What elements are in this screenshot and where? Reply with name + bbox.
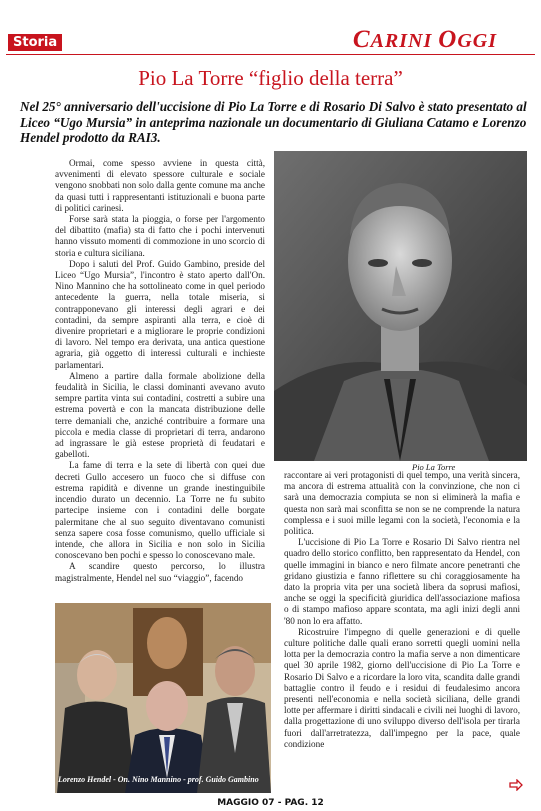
group-caption: Lorenzo Hendel - On. Nino Mannino - prof. Guido Gambino bbox=[58, 775, 259, 784]
arrow-right-icon bbox=[509, 779, 523, 791]
left-column bbox=[55, 158, 265, 602]
paragraph: Ricostruire l'impegno di quelle generazioni e di quelle culture politiche dalle quali erano sorretti quegli uomini nella lotta per la democrazia contro la mafia serve a non dimenticare quel 30 aprile 1982, giorno dell'uccisione di Pio La Torre e Rosario Di Salvo e a ricordare la loro vita, scandita dalle grandi battaglie contro il feudo e i residui di feudalesimo ancora presenti nell'economia e nella società siciliana, delle grandi lotte per affermare i diritti sindacali e civili nei luoghi di lavoro, dalla progettazione di uno sviluppo diverso dell'isola per tirarla fuori dall'arretratezza, dall'impegno per la pace, quale condizione bbox=[284, 626, 520, 749]
section-label: Storia bbox=[8, 34, 62, 51]
group-image bbox=[55, 603, 271, 793]
article-title: Pio La Torre “figlio della terra” bbox=[138, 66, 403, 90]
paragraph: La fame di terra e la sete di libertà con quei due decreti Gullo accesero un fuoco che si diffuse con estrema rapidità e divenne un grande inestinguibile incendio durato un decennio. La Torre ne fu subito partecipe insieme con i contadini delle borgate palermitane che al suo seguito diventavano comunisti senza sapere cosa fosse comunismo, quello ufficiale si intende, che allora in Sicilia e non solo in Sicilia conoscevano ben pochi e spesso lo conoscevano male. bbox=[55, 460, 265, 561]
paragraph: L'uccisione di Pio La Torre e Rosario Di Salvo rientra nel quadro dello storico conflitto, ben rappresentato da Hendel, con quelle immagini in bianco e nero filmate ancore penetranti che gridano giustizia e fanno riflettere su chi coraggiosamente ha dato la propria vita per una società libera da soprusi mafiosi, anche se oggi la specificità giuridica dell'associazione mafiosa o di stampo mafioso appare scontata, ma agli inizi degli anni '80 non lo era affatto. bbox=[284, 537, 520, 626]
masthead-brand: CARINI OGGI bbox=[352, 26, 497, 53]
group-photo bbox=[55, 603, 271, 793]
header-rule bbox=[6, 54, 535, 55]
paragraph: Forse sarà stata la pioggia, o forse per l'argomento del dibattito (mafia) sta di fatto che i pochi intervenuti hanno vissuto momenti di commozione in uno scorcio di storia e cultura siciliana. bbox=[55, 214, 265, 258]
paragraph: A scandire questo percorso, lo illustra magistralmente, Hendel nel suo “viaggio”, facendo bbox=[55, 561, 265, 583]
paragraph: Dopo i saluti del Prof. Guido Gambino, preside del Liceo “Ugo Mursia”, l'incontro è stato aperto dall'On. Nino Mannino che ha sottolineato come in quel periodo antecedente la guerra, nella totale miseria, si contrapponevano gli interessi degli agrari e dei contadini, da sempre aspiranti alla terra, e cioè di divenire proprietari e a migliorare le proprie condizioni di lavoro. Nel tempo era derivata, una antica questione agraria, già oggetto di interessi culturali e inchieste parlamentari. bbox=[55, 258, 265, 370]
paragraph: Ormai, come spesso avviene in questa città, avvenimenti di elevato spessore culturale e sociale vengono snobbati non solo dalla gente comune ma anche da quasi tutti i rappresentanti istituzionali e buona parte di politici carinesi. bbox=[55, 158, 265, 213]
paragraph: Almeno a partire dalla formale abolizione della feudalità in Sicilia, le classi dominanti avevano avuto sempre partita vinta sui contadini, costretti a subire una estrema povertà e con la mancata distribuzione delle terre demaniali che, anziché contribuire a formare una piccola e media classe di proprietari di terra, andarono ad ingrassare le già estese proprietà di feudatari e gabelloti. bbox=[55, 370, 265, 460]
portrait-caption: Pio La Torre bbox=[412, 462, 456, 472]
paragraph: raccontare ai veri protagonisti di quel tempo, una verità sincera, ma ancora di estrema attualità con la convinzione, che non ci sarà una democrazia compiuta se non si eliminerà la mafia e questa non sarà mai sconfitta se non se ne comprende la natura complessa e i suoi mille legami con la società, l'economia e la politica. bbox=[284, 470, 520, 537]
portrait-image bbox=[274, 151, 527, 461]
page-footer: MAGGIO 07 - PAG. 12 bbox=[217, 798, 324, 808]
portrait-photo bbox=[274, 151, 527, 461]
article-subtitle: Nel 25° anniversario dell'uccisione di Pio La Torre e di Rosario Di Salvo è stato presentato al Liceo “Ugo Mursia” in anteprima nazionale un documentario di Giuliana Catamo e Lorenzo Hendel prodotto da RAI3. bbox=[20, 99, 527, 145]
right-column bbox=[284, 470, 520, 796]
